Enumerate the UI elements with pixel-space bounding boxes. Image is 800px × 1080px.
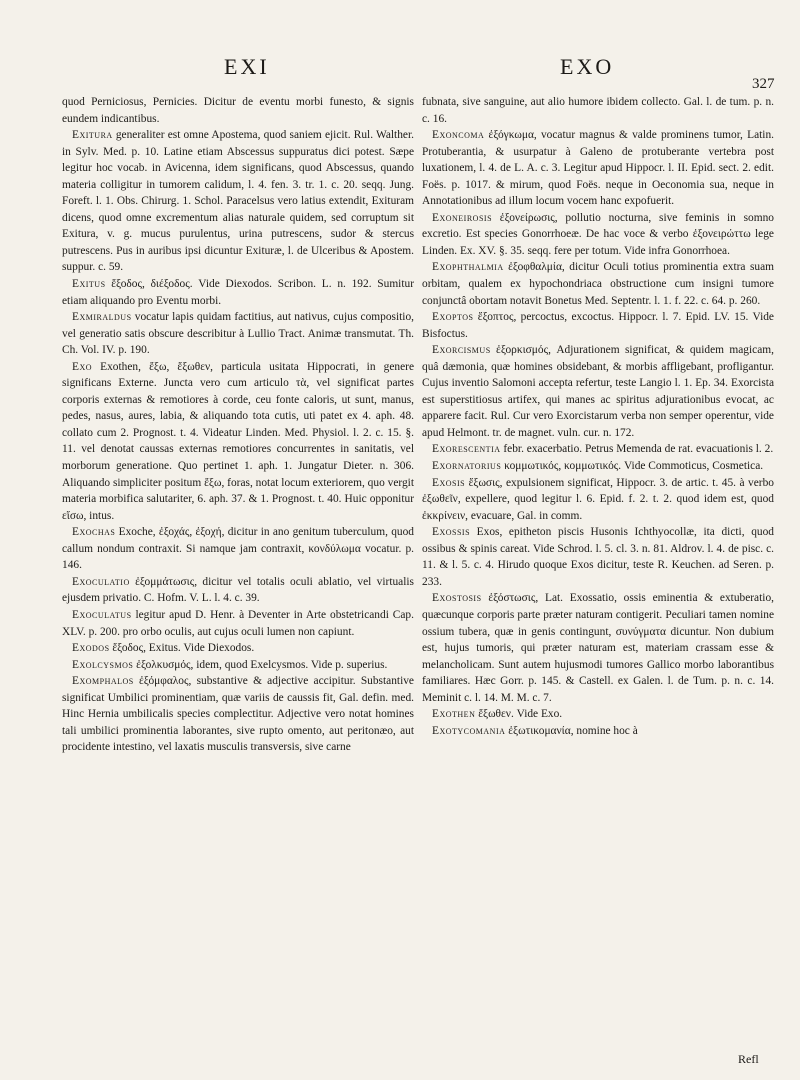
entry-text: ἔξωσις, expulsionem significat, Hippocr. 3. de artic. t. 45. à verbo ἐξωθεῖν, expellere, quod legitur l. 6. Epid. f. 2. t. 2. quod idem est, quod ἐκκρίνειν, evacuare, Gal. in comm.	[422, 476, 774, 522]
dictionary-entry	[422, 458, 774, 475]
entry-headword: Exophthalmia	[432, 261, 504, 274]
entry-text: ἐξοφθαλμία, dicitur Oculi totius prominentia extra suam orbitam, qualem ex hypochondriaca obstructione cum insigni tumore conjunctâ obortam notavit Bonetus Med. Septentr. l. 1. f. 22. c. 64. p. 260.	[422, 261, 774, 307]
dictionary-entry	[62, 94, 414, 127]
entry-text: ἐξομμάτωσις, dicitur vel totalis oculi ablatio, vel virtualis ejusdem privatio. C. Hofm. V. L. l. 4. c. 39.	[62, 575, 414, 605]
dictionary-entry	[422, 706, 774, 723]
entry-headword: Exoncoma	[432, 129, 485, 142]
dictionary-entry	[62, 673, 414, 756]
dictionary-entry	[422, 590, 774, 706]
entry-headword: Exostosis	[432, 592, 482, 605]
entry-headword: Exosis	[432, 476, 466, 489]
entry-text: ἐξολκυσμός, idem, quod Exelcysmos. Vide p. superius.	[136, 658, 388, 671]
entry-text: Exos, epitheton piscis Husonis Ichthyocollæ, ita dicti, quod ossibus & spinis careat. Vide Schrod. l. 5. cl. 3. n. 81. Aldrov. l. 4. de pisc. c. 11. & l. 5. c. 4. Hirudo quoque Exos dicitur, teste R. Keuchen. ad Seren. p. 233.	[422, 526, 774, 588]
entry-text: Exothen, ἔξω, ἔξωθεν, particula usitata Hippocrati, in genere significans Externe. Juncta vero cum articulo τὰ, vel significat partes corporis externas & remotiores à corde, ceu fonte caloris, ut sunt, manus, pedes, nasus, aures, labia, & aliquando tota cutis, uti patet ex 4. aph. 48. collato cum 2. Prognost. t. 4. Videatur Linden. Med. Physiol. l. 2. c. 15. §. 11. vel denotat caussas externas remotiores concurrentes in sanitatis, vel morborum generatione. Quo pertinet 1. aph. 1. Jungatur Dieter. n. 306. Aliquando simpliciter positum ἔξω, foras, notat locum exteriorem, quo vergit materia morbifica salutariter, 6. aph. 37. & 1. Prognost. t. 40. Huic opponitur εἴσω, intus.	[62, 360, 415, 522]
dictionary-entry	[422, 259, 774, 309]
dictionary-entry	[422, 127, 774, 210]
entry-headword: Exorescentia	[432, 443, 501, 456]
left-column	[62, 94, 414, 756]
dictionary-entry	[422, 441, 774, 458]
dictionary-entry	[422, 723, 774, 740]
entry-text: ἐξόγκωμα, vocatur magnus & valde prominens tumor, Latin. Protuberantia, & usurpatur à Galeno de protuberante vertebra post luxationem, l. 4. de L. A. c. 3. Legitur apud Hippocr. l. II. Epid. sect. 2. edit. Foës. p. 1017. & mirum, quod Foës. neque in Oeconomia sua, neque in Annotationibus ad illum locum vocem hanc expofuerit.	[422, 129, 774, 208]
entry-headword: Exoculatio	[72, 575, 130, 588]
entry-text: ἐξωτικομανία, nomine hoc à	[508, 724, 638, 737]
entry-text: ἐξονείρωσις, pollutio nocturna, sive feminis in somno excretio. Est species Gonorrhoeæ. De hac voce & verbo ἐξονειρώττω lege Linden. Ex. XV. §. 35. seqq. fere per totum. Vide infra Gonorrhoea.	[422, 211, 774, 257]
entry-text: Exoche, ἐξοχάς, ἐξοχή, dicitur in ano genitum tuberculum, quod callum nondum contraxit. Si namque jam contraxit, κονδύλωμα vocatur. p. 146.	[62, 526, 414, 572]
dictionary-entry	[62, 607, 414, 640]
entry-headword: Exornatorius	[432, 460, 502, 473]
dictionary-entry	[62, 127, 414, 276]
dictionary-entry	[62, 657, 414, 674]
dictionary-entry	[62, 359, 414, 524]
entry-headword: Exodos	[72, 642, 110, 655]
page-header	[38, 14, 775, 92]
entry-text: ἐξόμφαλος, substantive & adjective accipitur. Substantive significat Umbilici prominentiam, quæ variis de caussis fit, Gal. defin. med. Hinc Hernia umbilicalis species complectitur. Adjective vero notat homines tali umbilici prominentia laborantes, sive rupto omento, aut peritonæo, aut procidente intestino, vel laxatis musculis transversis, sive carne	[62, 675, 414, 754]
dictionary-entry	[422, 524, 774, 590]
entry-headword: Exossis	[432, 526, 471, 539]
entry-text: vocatur lapis quidam factitius, aut nativus, cujus compositio, vel generatio satis obscure describitur à Lullio Tract. Animæ transmutat. Th. Ch. Vol. IV. p. 190.	[62, 311, 414, 357]
dictionary-entry	[422, 475, 774, 525]
entry-text: legitur apud D. Henr. à Deventer in Arte obstetricandi Cap. XLV. p. 200. pro orbo oculis, aut cujus oculi lumen non capiunt.	[62, 608, 414, 638]
dictionary-entry	[62, 524, 414, 574]
dictionary-entry	[422, 94, 774, 127]
entry-headword: Exitus	[72, 278, 106, 291]
entry-text: ἐξορκισμός, Adjurationem significat, & quidem magicam, quâ dæmonia, quæ homines obsidebant, & morbis affligebant, profligantur. Cujus inventio Salomoni accepta refertur, teste Langio l. 1. Ep. 34. Exorcista est superstitiosus artifex, qui manes ac spiritus adjurationibus evocat, ac apparere facit. Rul. Cur vero Exorcistarum verba non semper operentur, vide apud Helmont. tr. de magnet. vuln. cur. n. 172.	[422, 344, 774, 439]
dictionary-entry	[62, 574, 414, 607]
entry-headword: Exoptos	[432, 311, 474, 324]
entry-text: ἔξοδος, Exitus. Vide Diexodos.	[112, 642, 255, 655]
entry-headword: Exotycomania	[432, 724, 506, 737]
entry-text: fubnata, sive sanguine, aut alio humore ibidem collecto. Gal. l. de tum. p. n. c. 16.	[422, 96, 774, 125]
dictionary-entry	[62, 276, 414, 309]
right-column	[422, 94, 774, 739]
running-head-left: EXI	[224, 54, 270, 79]
entry-text: ἔξοδος, διέξοδος. Vide Diexodos. Scribon. L. n. 192. Sumitur etiam aliquando pro Eventu morbi.	[62, 278, 414, 307]
entry-text: generaliter est omne Apostema, quod saniem ejicit. Rul. Walther. in Sylv. Med. p. 10. Latine etiam Abscessus suppuratus dici potest. Sæpe legitur hoc vocab. in Avicenna, idem significans, quod Abscessus, quando materia colligitur in tumorem calidum, l. 4. fen. 3. tr. 1. c. 20. seqq. Jung. Foreft. l. 1. Obs. Chirurg. 1. Schol. Paracelsus vero latius extendit, Exituram dicens, quod omne excrementum alias naturale quidem, sed corruptum sit Exitura, v. g. mucus purulentus, urina putrescens, sudor & stercus putrescens. Pus in auribus ipsi dicuntur Exituræ, l. de Ulceribus & Apostem. suppur. c. 59.	[62, 129, 414, 274]
entry-text: febr. exacerbatio. Petrus Memenda de rat. evacuationis l. 2.	[503, 443, 774, 456]
catchword: Refl	[738, 1052, 759, 1066]
page-number: 327	[752, 76, 775, 92]
entry-headword: Exothen	[432, 708, 476, 721]
dictionary-entry	[422, 210, 774, 260]
entry-text: ἐξόστωσις, Lat. Exossatio, ossis eminentia & extuberatio, quæcunque corporis parte præter naturam contigerit. Peculiari tamen nomine ossium tubera, quæ in genis contingunt, συνύγματα dicuntur. Non dubium est, hujus tumoris, qui præter naturam est, materiam crassam esse & melancholicam. Sunt autem hujusmodi tumores Gallico morbo laborantibus familiares. Hæc Gorr. p. 145. & Castell. ex Galen. l. de Tum. p. n. c. 14. Meminit c. l. 14. M. M. c. 7.	[422, 592, 774, 704]
entry-headword: Exoculatus	[72, 608, 132, 621]
entry-text: ἔξωθεν. Vide Exo.	[478, 708, 563, 721]
entry-headword: Exoneirosis	[432, 211, 493, 224]
entry-headword: Exochas	[72, 526, 116, 539]
running-head-right: EXO	[560, 54, 615, 79]
entry-headword: Exmiraldus	[72, 311, 132, 324]
dictionary-entry	[62, 640, 414, 657]
entry-headword: Exo	[72, 360, 93, 373]
dictionary-entry	[62, 309, 414, 359]
entry-text: quod Perniciosus, Pernicies. Dicitur de eventu morbi funesto, & signis eundem indicantibus.	[62, 96, 414, 125]
entry-headword: Exitura	[72, 129, 113, 142]
dictionary-entry	[422, 309, 774, 342]
entry-text: ἔξοπτος, percoctus, excoctus. Hippocr. l. 7. Epid. LV. 15. Vide Bisfoctus.	[422, 311, 774, 340]
entry-headword: Exomphalos	[72, 675, 134, 688]
entry-text: κομμωτικός, κομμωτικός. Vide Commoticus, Cosmetica.	[504, 460, 764, 473]
entry-headword: Exolcysmos	[72, 658, 134, 671]
entry-headword: Exorcismus	[432, 344, 491, 357]
dictionary-entry	[422, 342, 774, 441]
